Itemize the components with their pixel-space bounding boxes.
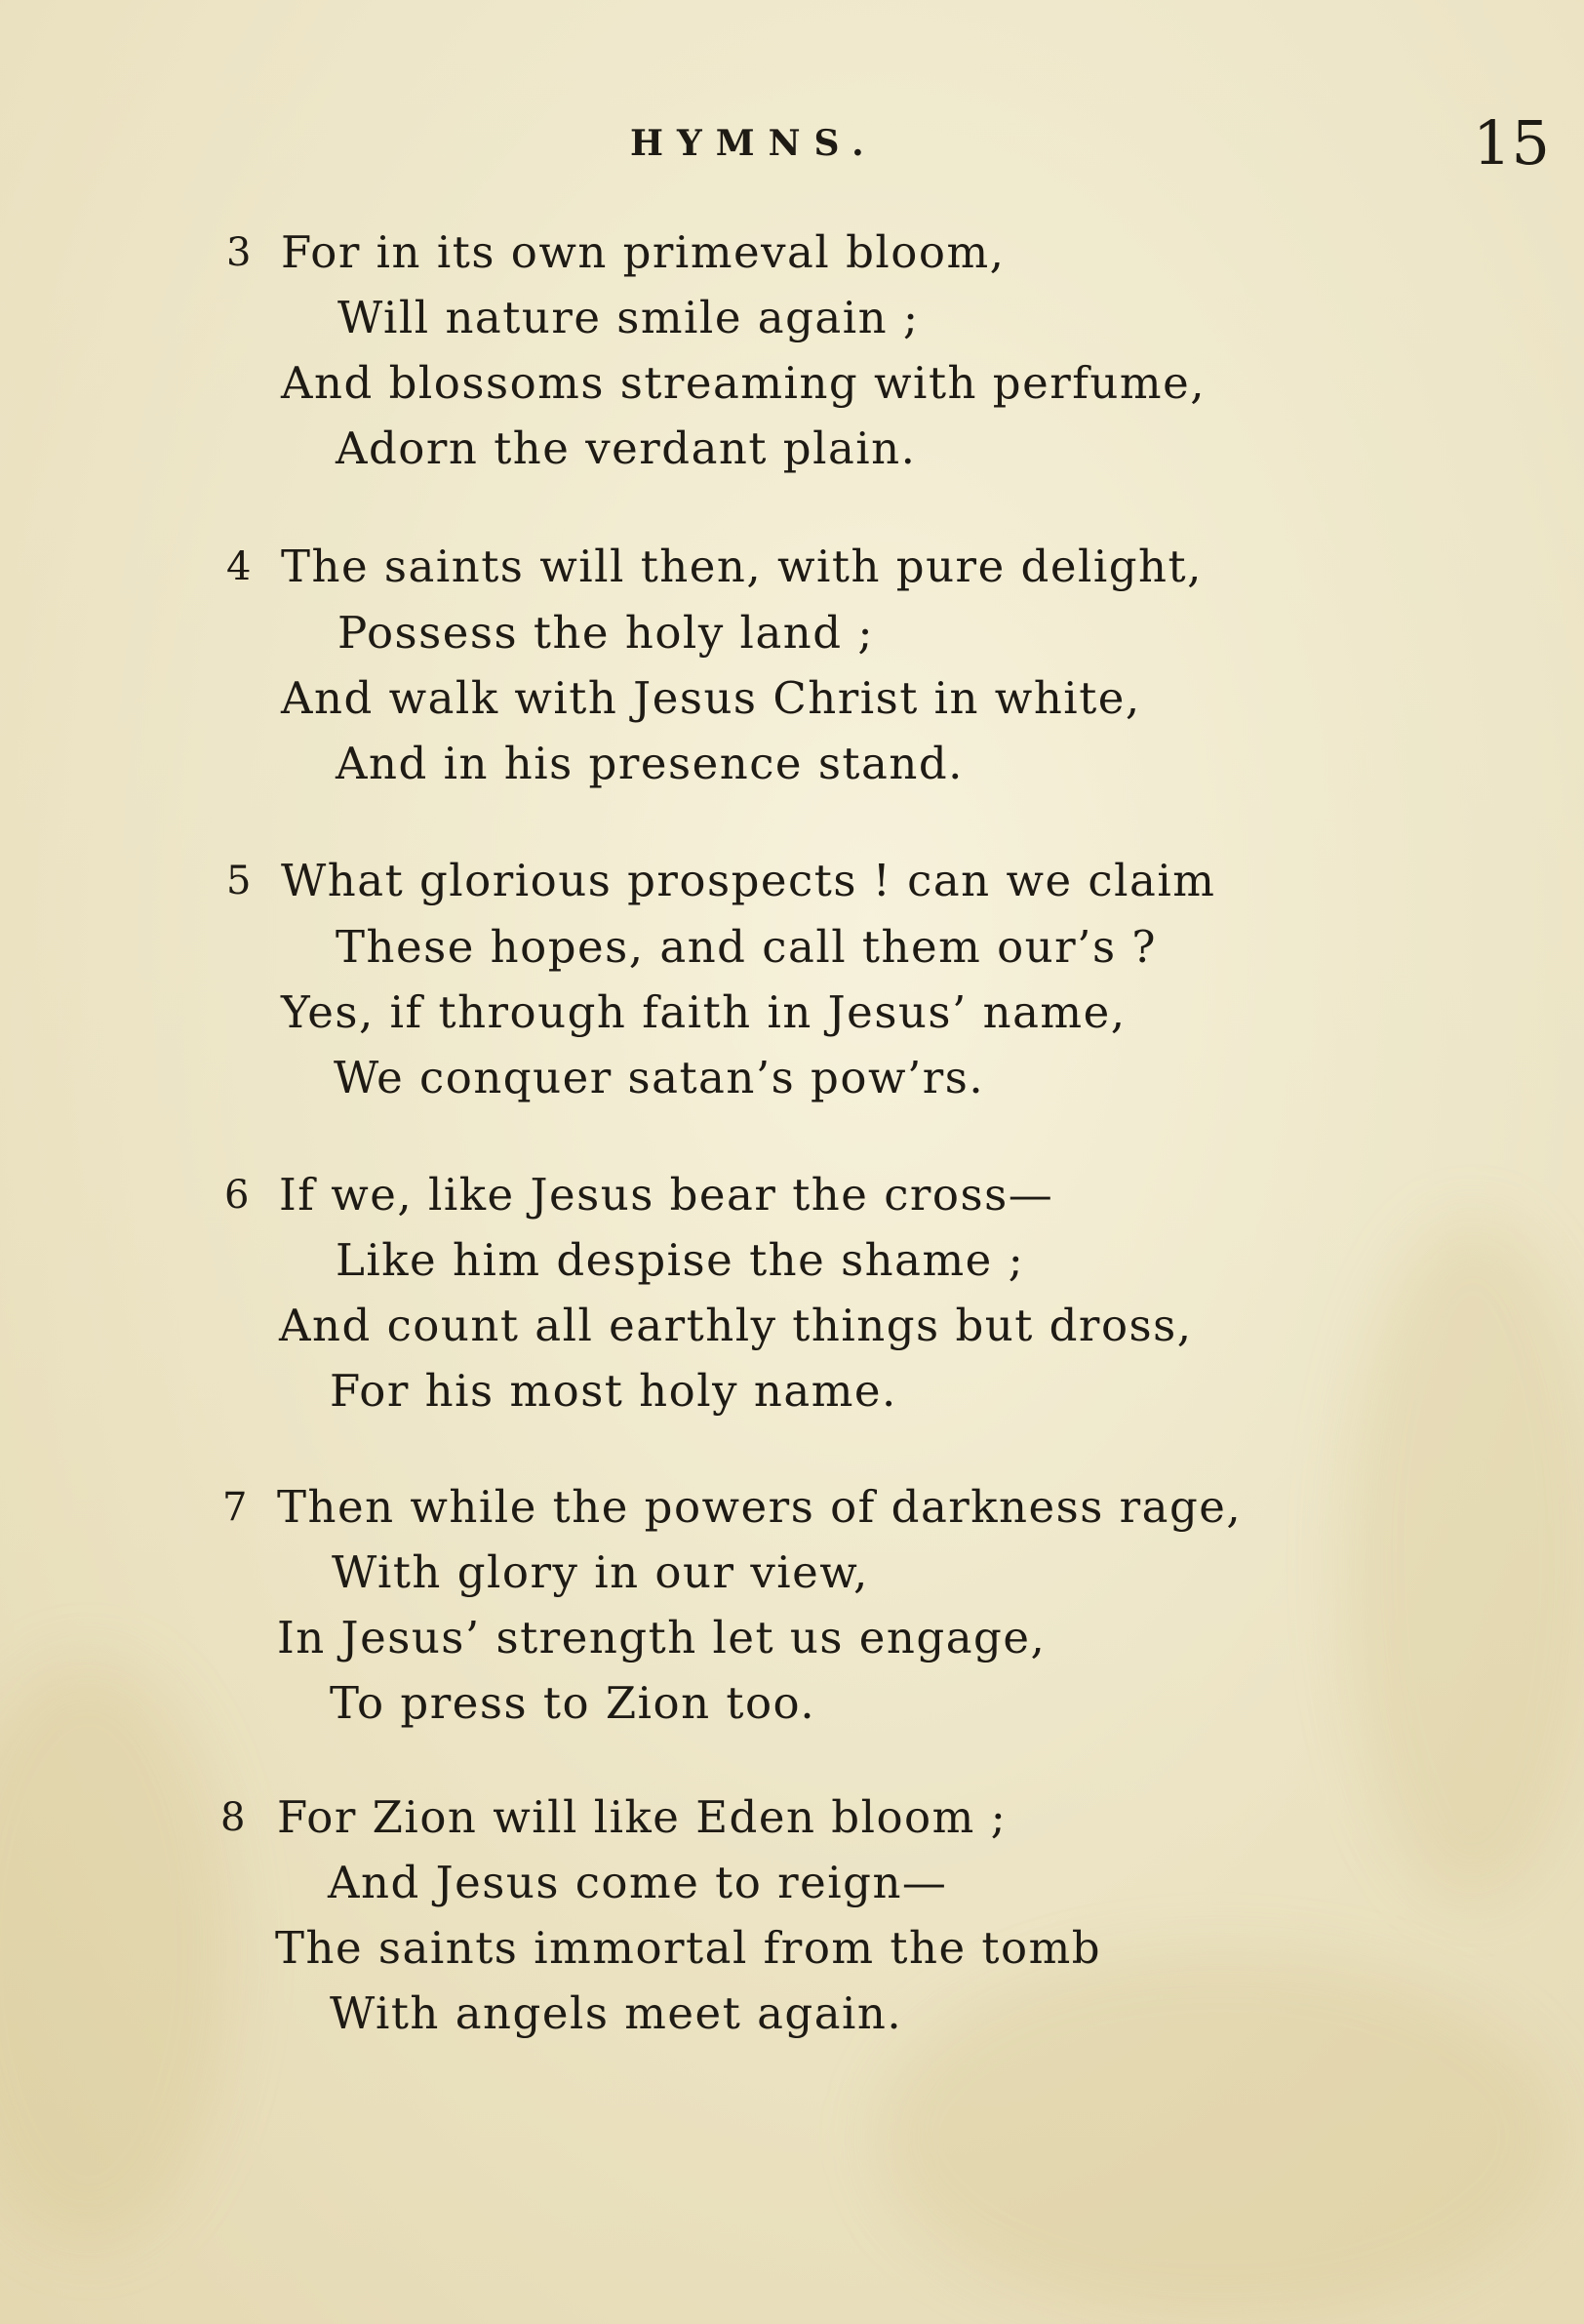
- verse-line: Yes, if through faith in Jesus’ name,: [281, 986, 1127, 1038]
- verse-line: In Jesus’ strength let us engage,: [277, 1612, 1047, 1663]
- verse-line: For his most holy name.: [330, 1365, 897, 1417]
- stanza-number: 8: [220, 1795, 246, 1840]
- verse-line: For in its own primeval bloom,: [281, 226, 1006, 278]
- stanza-number: 7: [222, 1485, 248, 1530]
- verse-line: What glorious prospects ! can we claim: [281, 855, 1216, 906]
- verse-line: And blossoms streaming with perfume,: [281, 357, 1207, 409]
- verse-line: Possess the holy land ;: [337, 607, 875, 659]
- paper-stain: [878, 1951, 1561, 2322]
- paper-stain: [0, 1659, 234, 2244]
- verse-line: Adorn the verdant plain.: [336, 422, 917, 474]
- verse-line: And in his presence stand.: [336, 738, 964, 789]
- page-number: 15: [1473, 107, 1550, 179]
- running-head: HYMNS.: [630, 123, 878, 164]
- verse-line: Will nature smile again ;: [337, 292, 920, 343]
- stanza-number: 3: [226, 230, 252, 275]
- verse-line: And walk with Jesus Christ in white,: [281, 672, 1141, 724]
- stanza-number: 6: [224, 1173, 250, 1218]
- stanza-number: 5: [226, 859, 252, 903]
- verse-line: Like him despise the shame ;: [336, 1234, 1025, 1286]
- verse-line: For Zion will like Eden bloom ;: [277, 1791, 1008, 1843]
- stanza-number: 4: [226, 544, 252, 589]
- verse-line: To press to Zion too.: [330, 1677, 816, 1729]
- verse-line: And count all earthly things but dross,: [279, 1300, 1193, 1351]
- verse-line: With angels meet again.: [330, 1987, 903, 2039]
- verse-line: We conquer satan’s pow’rs.: [334, 1052, 985, 1103]
- verse-line: The saints will then, with pure delight,: [281, 541, 1203, 592]
- verse-line: If we, like Jesus bear the cross—: [279, 1169, 1054, 1221]
- verse-line: The saints immortal from the tomb: [275, 1922, 1102, 1974]
- verse-line: With glory in our view,: [332, 1546, 869, 1598]
- verse-line: And Jesus come to reign—: [328, 1857, 948, 1908]
- verse-line: Then while the powers of darkness rage,: [277, 1481, 1243, 1533]
- paper-stain: [1346, 1220, 1584, 1903]
- verse-line: These hopes, and call them our’s ?: [336, 921, 1157, 973]
